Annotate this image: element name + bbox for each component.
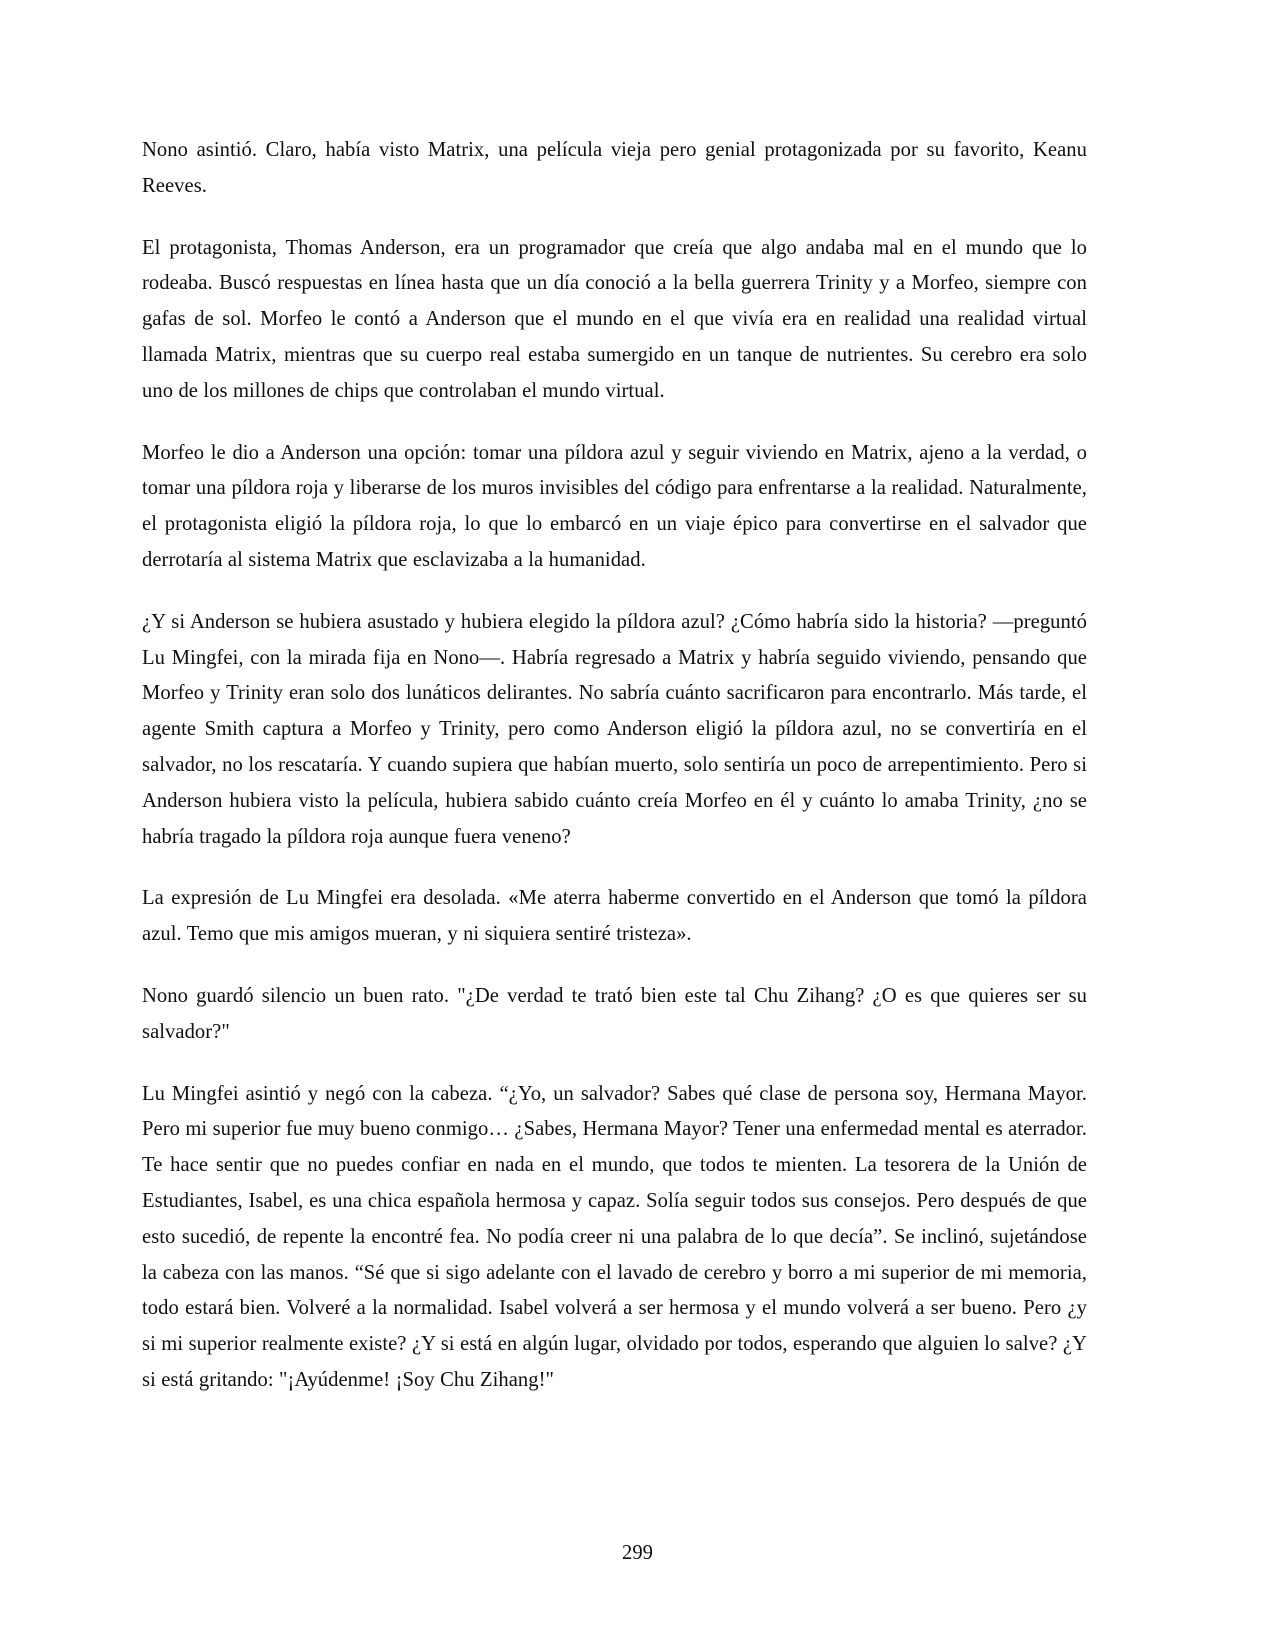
paragraph: Morfeo le dio a Anderson una opción: tomar una píldora azul y seguir viviendo en Matrix, ajeno a la verdad, o tomar una píldora roja y liberarse de los muros invisibles del código para enfrentarse a la realidad. Naturalmente, el protagonista eligió la píldora roja, lo que lo embarcó en un viaje épico para convertirse en el salvador que derrotaría al sistema Matrix que esclavizaba a la humanidad. <box>142 441 1087 571</box>
paragraph: Nono guardó silencio un buen rato. "¿De verdad te trató bien este tal Chu Zihang? ¿O es que quieres ser su salvador?" <box>142 984 1087 1043</box>
body-text-column <box>142 133 1087 1399</box>
paragraph: El protagonista, Thomas Anderson, era un programador que creía que algo andaba mal en el mundo que lo rodeaba. Buscó respuestas en línea hasta que un día conoció a la bella guerrera Trinity y a Morfeo, siempre con gafas de sol. Morfeo le contó a Anderson que el mundo en el que vivía era en realidad una realidad virtual llamada Matrix, mientras que su cuerpo real estaba sumergido en un tanque de nutrientes. Su cerebro era solo uno de los millones de chips que controlaban el mundo virtual. <box>142 236 1087 402</box>
page-number: 299 <box>622 1542 653 1564</box>
paragraph: ¿Y si Anderson se hubiera asustado y hubiera elegido la píldora azul? ¿Cómo habría sido la historia? —preguntó Lu Mingfei, con la mirada fija en Nono—. Habría regresado a Matrix y habría seguido viviendo, pensando que Morfeo y Trinity eran solo dos lunáticos delirantes. No sabría cuánto sacrificaron para encontrarlo. Más tarde, el agente Smith captura a Morfeo y Trinity, pero como Anderson eligió la píldora azul, no se convertiría en el salvador, no los rescataría. Y cuando supiera que habían muerto, solo sentiría un poco de arrepentimiento. Pero si Anderson hubiera visto la película, hubiera sabido cuánto creía Morfeo en él y cuánto lo amaba Trinity, ¿no se habría tragado la píldora roja aunque fuera veneno? <box>142 610 1087 848</box>
paragraph: Nono asintió. Claro, había visto Matrix, una película vieja pero genial protagonizada por su favorito, Keanu Reeves. <box>142 139 1087 197</box>
paragraph: Lu Mingfei asintió y negó con la cabeza. “¿Yo, un salvador? Sabes qué clase de persona soy, Hermana Mayor. Pero mi superior fue muy bueno conmigo… ¿Sabes, Hermana Mayor? Tener una enfermedad mental es aterrador. Te hace sentir que no puedes confiar en nada en el mundo, que todos te mienten. La tesorera de la Unión de Estudiantes, Isabel, es una chica española hermosa y capaz. Solía seguir todos sus consejos. Pero después de que esto sucedió, de repente la encontré fea. No podía creer ni una palabra de lo que decía”. Se inclinó, sujetándose la cabeza con las manos. “Sé que si sigo adelante con el lavado de cerebro y borro a mi superior de mi memoria, todo estará bien. Volveré a la normalidad. Isabel volverá a ser hermosa y el mundo volverá a ser bueno. Pero ¿y si mi superior realmente existe? ¿Y si está en algún lugar, olvidado por todos, esperando que alguien lo salve? ¿Y si está gritando: "¡Ayúdenme! ¡Soy Chu Zihang!" <box>142 1082 1087 1391</box>
paragraph: La expresión de Lu Mingfei era desolada. «Me aterra haberme convertido en el Anderson que tomó la píldora azul. Temo que mis amigos mueran, y ni siquiera sentiré tristeza». <box>142 887 1087 946</box>
